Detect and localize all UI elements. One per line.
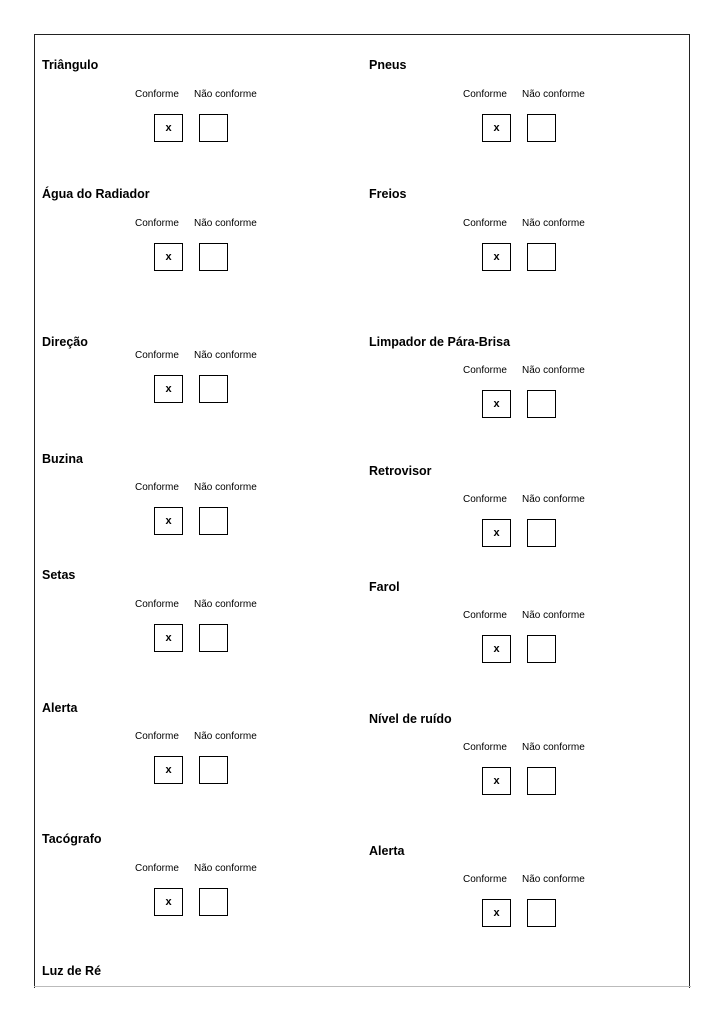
conforme-checkbox[interactable]: x xyxy=(482,519,511,547)
conforme-label: Conforme xyxy=(135,218,179,229)
nao-conforme-label: Não conforme xyxy=(522,494,585,505)
nao-conforme-checkbox[interactable] xyxy=(199,114,228,142)
nao-conforme-checkbox[interactable] xyxy=(199,624,228,652)
conforme-checkbox[interactable]: x xyxy=(154,624,183,652)
item-label: Limpador de Pára-Brisa xyxy=(369,335,511,349)
conforme-checkbox[interactable]: x xyxy=(482,390,511,418)
conforme-label: Conforme xyxy=(135,599,179,610)
item-label: Farol xyxy=(369,580,400,594)
conforme-label: Conforme xyxy=(135,350,179,361)
conforme-checkbox[interactable]: x xyxy=(154,375,183,403)
conforme-label: Conforme xyxy=(463,874,507,885)
conforme-checkbox[interactable]: x xyxy=(482,899,511,927)
conforme-label: Conforme xyxy=(135,731,179,742)
item-label: Alerta xyxy=(369,844,405,858)
item-label: Triângulo xyxy=(42,58,99,72)
item-label: Setas xyxy=(42,568,76,582)
conforme-checkbox[interactable]: x xyxy=(154,114,183,142)
nao-conforme-label: Não conforme xyxy=(522,742,585,753)
item-label: Nível de ruído xyxy=(369,712,452,726)
conforme-label: Conforme xyxy=(135,863,179,874)
conforme-checkbox[interactable]: x xyxy=(154,507,183,535)
nao-conforme-checkbox[interactable] xyxy=(527,519,556,547)
conforme-checkbox[interactable]: x xyxy=(154,888,183,916)
conforme-label: Conforme xyxy=(135,89,179,100)
item-label: Freios xyxy=(369,187,407,201)
nao-conforme-label: Não conforme xyxy=(522,218,585,229)
conforme-label: Conforme xyxy=(135,482,179,493)
nao-conforme-label: Não conforme xyxy=(194,731,257,742)
conforme-checkbox[interactable]: x xyxy=(154,243,183,271)
conforme-label: Conforme xyxy=(463,742,507,753)
nao-conforme-label: Não conforme xyxy=(194,89,257,100)
nao-conforme-checkbox[interactable] xyxy=(199,243,228,271)
item-label: Retrovisor xyxy=(369,464,432,478)
nao-conforme-checkbox[interactable] xyxy=(199,756,228,784)
nao-conforme-checkbox[interactable] xyxy=(199,507,228,535)
nao-conforme-label: Não conforme xyxy=(522,89,585,100)
conforme-label: Conforme xyxy=(463,494,507,505)
nao-conforme-checkbox[interactable] xyxy=(527,899,556,927)
item-label: Luz de Ré xyxy=(42,964,102,978)
nao-conforme-label: Não conforme xyxy=(194,599,257,610)
nao-conforme-checkbox[interactable] xyxy=(199,888,228,916)
form-frame xyxy=(34,34,690,988)
conforme-label: Conforme xyxy=(463,89,507,100)
nao-conforme-checkbox[interactable] xyxy=(527,635,556,663)
conforme-checkbox[interactable]: x xyxy=(482,767,511,795)
conforme-checkbox[interactable]: x xyxy=(482,635,511,663)
nao-conforme-label: Não conforme xyxy=(522,610,585,621)
item-label: Direção xyxy=(42,335,88,349)
item-label: Alerta xyxy=(42,701,78,715)
item-label: Tacógrafo xyxy=(42,832,102,846)
item-label: Buzina xyxy=(42,452,83,466)
nao-conforme-checkbox[interactable] xyxy=(527,243,556,271)
nao-conforme-label: Não conforme xyxy=(194,218,257,229)
nao-conforme-checkbox[interactable] xyxy=(199,375,228,403)
item-label: Água do Radiador xyxy=(42,187,150,201)
conforme-checkbox[interactable]: x xyxy=(482,114,511,142)
nao-conforme-label: Não conforme xyxy=(194,350,257,361)
nao-conforme-checkbox[interactable] xyxy=(527,114,556,142)
conforme-label: Conforme xyxy=(463,218,507,229)
form-bottom-divider xyxy=(34,986,691,987)
nao-conforme-checkbox[interactable] xyxy=(527,390,556,418)
nao-conforme-label: Não conforme xyxy=(194,863,257,874)
nao-conforme-checkbox[interactable] xyxy=(527,767,556,795)
nao-conforme-label: Não conforme xyxy=(522,365,585,376)
conforme-label: Conforme xyxy=(463,365,507,376)
conforme-checkbox[interactable]: x xyxy=(482,243,511,271)
nao-conforme-label: Não conforme xyxy=(522,874,585,885)
conforme-checkbox[interactable]: x xyxy=(154,756,183,784)
item-label: Pneus xyxy=(369,58,407,72)
nao-conforme-label: Não conforme xyxy=(194,482,257,493)
conforme-label: Conforme xyxy=(463,610,507,621)
